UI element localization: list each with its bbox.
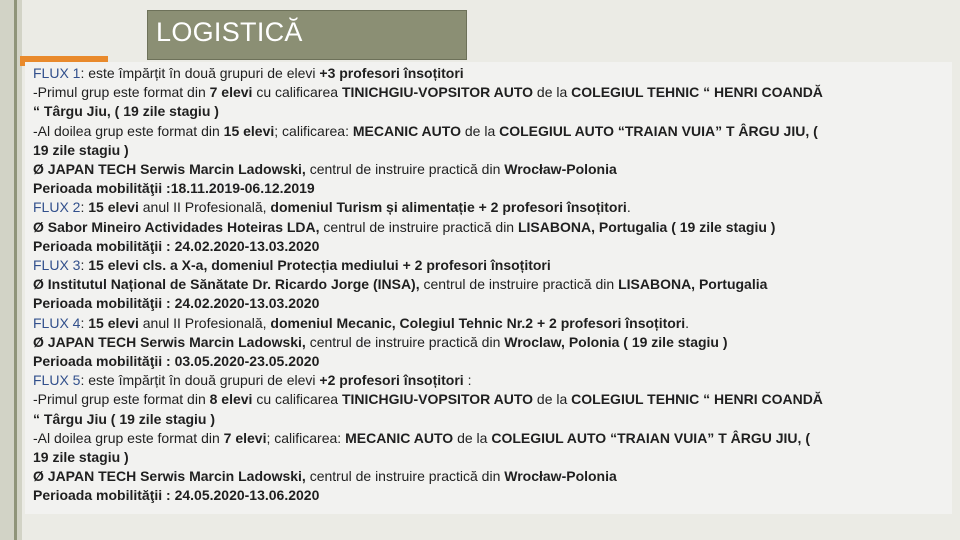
left-vertical-rule — [14, 0, 17, 540]
flux1-group1-cont: “ Târgu Jiu, ( 19 zile stagiu ) — [33, 103, 219, 120]
flux1-label: FLUX 1 — [33, 65, 81, 81]
flux1-group1-line: -Primul grup este format din 7 elevi cu calificarea TINICHGIU-VOPSITOR AUTO de la COLEGIUL TEHNIC “ HENRI COANDĂ — [33, 84, 823, 101]
slide-title: LOGISTICĂ — [156, 17, 303, 47]
flux2-heading-line: FLUX 2: 15 elevi anul II Profesională, domeniul Turism și alimentație + 2 profesori însoțitori. — [33, 199, 631, 216]
flux5-group1-line: -Primul grup este format din 8 elevi cu calificarea TINICHGIU-VOPSITOR AUTO de la COLEGIUL TEHNIC “ HENRI COANDĂ — [33, 391, 823, 408]
flux5-group2-line: -Al doilea grup este format din 7 elevi; calificarea: MECANIC AUTO de la COLEGIUL AUTO “TRAIAN VUIA” T ÂRGU JIU, ( — [33, 429, 810, 446]
flux5-group2-cont: 19 zile stagiu ) — [33, 449, 129, 466]
flux1-group2-cont: 19 zile stagiu ) — [33, 141, 129, 158]
flux4-partner-line: Ø JAPAN TECH Serwis Marcin Ladowski, centrul de instruire practică din Wroclaw, Polonia ( 19 zile stagiu ) — [33, 333, 728, 350]
flux5-label: FLUX 5 — [33, 372, 81, 389]
flux1-period-line: Perioada mobilităţii :18.11.2019-06.12.2019 — [33, 180, 315, 197]
flux2-partner-line: Ø Sabor Mineiro Actividades Hoteiras LDA, centrul de instruire practică din LISABONA, Portugalia ( 19 zile stagiu ) — [33, 218, 776, 235]
flux2-period-line: Perioada mobilităţii : 24.02.2020-13.03.2020 — [33, 237, 320, 254]
flux3-partner-line: Ø Institutul Național de Sănătate Dr. Ricardo Jorge (INSA), centrul de instruire practică din LISABONA, Portugalia — [33, 276, 768, 293]
flux5-heading-line: FLUX 5: este împărțit în două grupuri de elevi +2 profesori însoțitori : — [33, 372, 472, 389]
flux5-period-line: Perioada mobilităţii : 24.05.2020-13.06.2020 — [33, 487, 320, 504]
left-decorative-band — [0, 0, 22, 540]
flux4-period-line: Perioada mobilităţii : 03.05.2020-23.05.2020 — [33, 353, 320, 370]
content-panel — [25, 62, 952, 514]
flux3-heading-line: FLUX 3: 15 elevi cls. a X-a, domeniul Protecția mediului + 2 profesori însoțitori — [33, 257, 551, 274]
flux5-partner-line: Ø JAPAN TECH Serwis Marcin Ladowski, centrul de instruire practică din Wrocław-Polonia — [33, 468, 617, 485]
title-box — [147, 10, 467, 60]
flux1-heading-line: FLUX 1: este împărțit în două grupuri de elevi +3 profesori însoțitori — [33, 65, 464, 81]
flux1-group2-line: -Al doilea grup este format din 15 elevi; calificarea: MECANIC AUTO de la COLEGIUL AUTO “TRAIAN VUIA” T ÂRGU JIU, ( — [33, 122, 818, 139]
flux2-label: FLUX 2 — [33, 199, 81, 216]
flux4-heading-line: FLUX 4: 15 elevi anul II Profesională, domeniul Mecanic, Colegiul Tehnic Nr.2 + 2 profesori însoțitori. — [33, 314, 690, 331]
flux1-partner-line: Ø JAPAN TECH Serwis Marcin Ladowski, centrul de instruire practică din Wrocław-Polonia — [33, 161, 617, 178]
flux4-label: FLUX 4 — [33, 314, 81, 331]
flux3-period-line: Perioada mobilităţii : 24.02.2020-13.03.2020 — [33, 295, 320, 312]
flux3-label: FLUX 3 — [33, 257, 81, 274]
content-text — [33, 64, 949, 506]
flux5-group1-cont: “ Târgu Jiu ( 19 zile stagiu ) — [33, 410, 216, 427]
